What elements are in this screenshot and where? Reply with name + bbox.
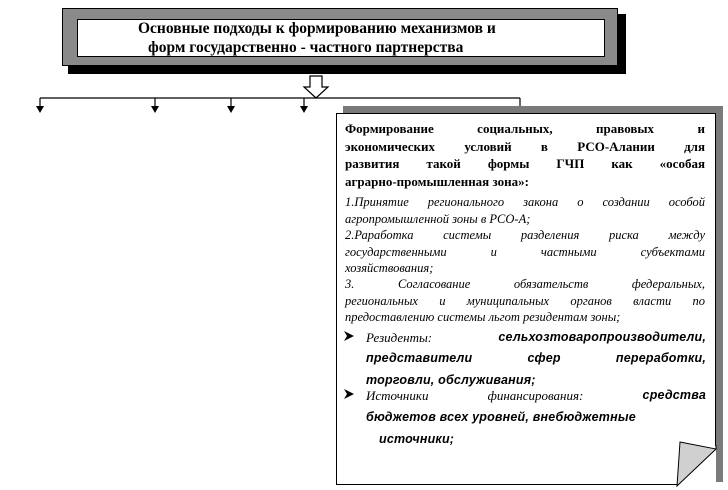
card-item-3-line1: 3. Согласование обязательств федеральных, (345, 277, 705, 291)
card-item-1-line1: 1.Принятие регионального закона о создании особой (345, 195, 705, 209)
funding-label: Источники (366, 388, 429, 403)
funding-value-3: источники; (379, 432, 455, 446)
residents-line2 (366, 348, 706, 369)
residents-line1 (366, 327, 706, 348)
card-item-2-line1: 2.Раработка системы разделения риска между (345, 228, 705, 242)
funding-text (366, 385, 706, 450)
card-item-3 (345, 276, 705, 326)
funding-line1 (366, 385, 706, 406)
card-heading-line2: экономических условий в РСО-Алании для (345, 138, 705, 154)
card-item-1 (345, 194, 705, 227)
funding-value-1: средства (642, 388, 706, 402)
arrowhead-bullet-icon (343, 330, 355, 342)
residents-value-1: сельхозтоваропроизводители, (498, 330, 706, 344)
card-heading (345, 120, 705, 190)
residents-value-2b: сфер (527, 351, 561, 365)
card-item-1-line2: агропромышленной зоны в РСО-А; (345, 211, 531, 226)
card-item-2-line3: хозяйствования; (345, 261, 434, 275)
residents-value-2c: переработки, (615, 351, 706, 365)
card-heading-line1: Формирование социальных, правовых и (345, 121, 705, 136)
card-heading-line3: развития такой формы ГЧП как «особая (345, 156, 705, 171)
residents-bullet (343, 327, 708, 387)
funding-value-2: бюджетов всех уровней, внебюджетные (366, 410, 636, 424)
funding-line2 (366, 406, 706, 428)
card-item-2 (345, 227, 705, 277)
card-heading-line4: аграрно-промышленная зона»: (345, 173, 529, 189)
funding-label-2: финансирования: (487, 388, 584, 403)
header-title-line1: Основные подходы к формированию механизмов и (138, 20, 496, 37)
header-title-line2: форм государственно - частного партнерства (148, 38, 464, 56)
residents-label: Резиденты: (366, 330, 433, 345)
card-item-2-line2: государственными и частными субъектами (345, 244, 705, 259)
residents-value-2a: представители (366, 351, 473, 365)
arrowhead-bullet-icon (343, 388, 355, 400)
residents-text (366, 327, 706, 391)
card-item-3-line2: региональных и муниципальных органов власти по (345, 293, 705, 308)
funding-bullet (343, 385, 708, 445)
funding-line3 (366, 428, 706, 450)
card-item-3-line3: предоставлению системы льгот резидентам зоны; (345, 310, 621, 324)
residents-value-3: торговли, обслуживания; (366, 373, 536, 387)
